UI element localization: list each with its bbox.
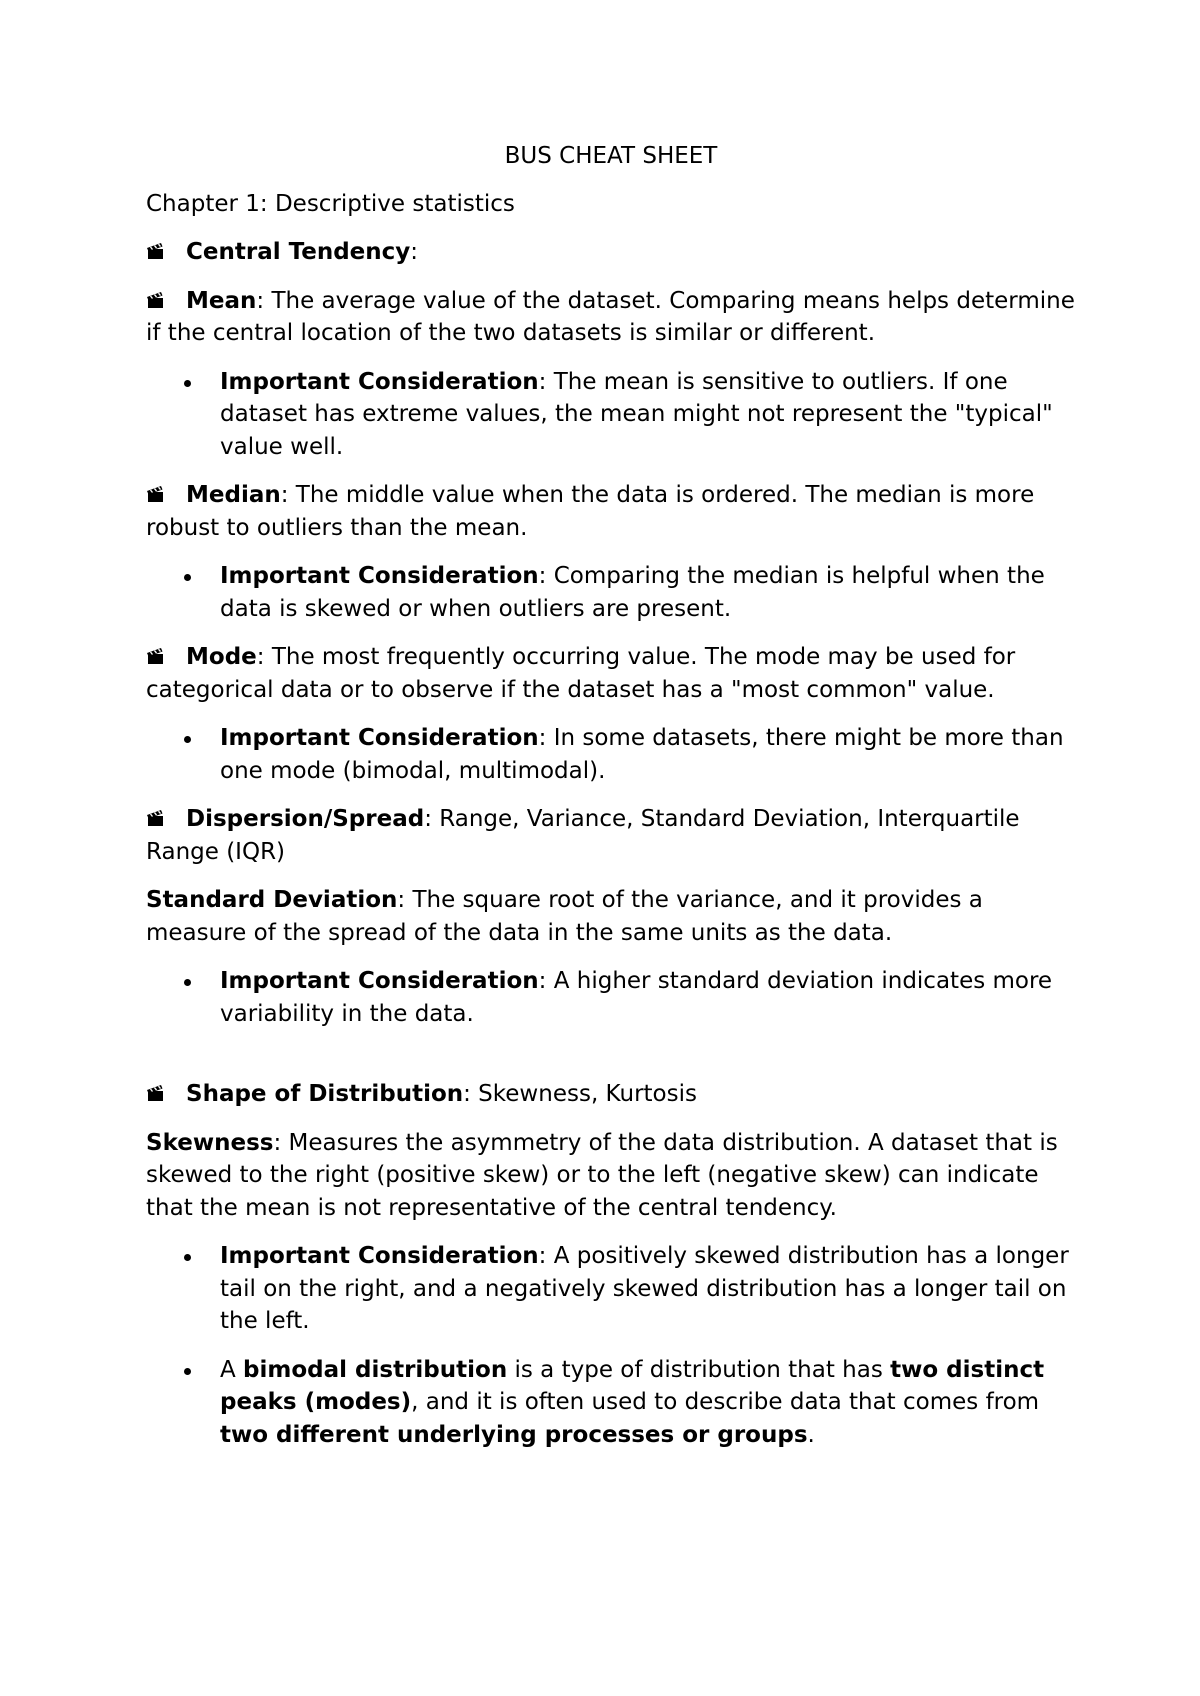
stddev-text: : The square root of the variance, and it provides a measure of the spread of the data in the same units as the data. [146,887,983,946]
shape-paragraph [146,1078,1076,1111]
consideration-text: : In some datasets, there might be more than one mode (bimodal, multimodal). [220,725,1064,784]
central-tendency-label: Central Tendency [186,239,411,265]
skewness-text: : Measures the asymmetry of the data distribution. A dataset that is skewed to the right (positive skew) or to the left (negative skew) can indicate that the mean is not representative of the central tendency. [146,1129,1058,1221]
consideration-text: : A positively skewed distribution has a longer tail on the right, and a negatively skewed distribution has a longer tail on the left. [220,1243,1069,1334]
dispersion-paragraph [146,803,1076,868]
bimodal-text-1: A [220,1356,244,1383]
chapter-heading: Chapter 1: Descriptive statistics [146,190,515,217]
clapperboard-icon [146,484,166,504]
consideration-label: Important Consideration [220,563,539,589]
document-page [146,140,1076,1467]
bullet-dot [184,979,191,986]
stddev-consideration [146,965,1076,1030]
skewness-label: Skewness [146,1129,274,1156]
bullet-dot [184,380,191,387]
bimodal-text-2: is a type of distribution that has [507,1356,891,1383]
clapperboard-icon [146,808,166,828]
bullet-dot [184,574,191,581]
bimodal-text-4: . [807,1421,815,1448]
dispersion-text: : Range, Variance, Standard Deviation, Interquartile Range (IQR) [146,806,1020,865]
clapperboard-icon [146,646,166,666]
bullet-dot [184,736,191,743]
central-tendency-sep: : [410,239,419,265]
bimodal-text-3: , and it is often used to describe data that comes from [411,1389,1040,1415]
mode-consideration [146,722,1076,787]
shape-text: : Skewness, Kurtosis [463,1081,697,1107]
clapperboard-icon [146,290,166,310]
consideration-label: Important Consideration [220,725,539,751]
mean-label: Mean [186,287,257,314]
consideration-text: : The mean is sensitive to outliers. If one dataset has extreme values, the mean might not represent the "typical" value well. [220,368,1053,460]
mode-label: Mode [186,644,257,670]
consideration-label: Important Consideration [220,968,539,994]
bimodal-bullet [146,1354,1076,1452]
mode-text: : The most frequently occurring value. The mode may be used for categorical data or to observe if the dataset has a "most common" value. [146,644,1016,703]
median-paragraph [146,479,1076,544]
bullet-dot [184,1254,191,1261]
blank-line [146,1046,1076,1078]
stddev-paragraph [146,884,1076,949]
mean-consideration [146,366,1076,464]
bimodal-bold-1: bimodal distribution [243,1356,508,1383]
mode-paragraph [146,641,1076,706]
mean-paragraph [146,285,1076,350]
dispersion-label: Dispersion/Spread [186,806,425,832]
bullet-dot [184,1368,191,1375]
bimodal-bold-2: two distinct peaks (modes) [220,1356,1045,1415]
consideration-label: Important Consideration [220,1243,539,1269]
consideration-label: Important Consideration [220,368,539,395]
document-title: BUS CHEAT SHEET [504,143,718,169]
bimodal-bold-3: two different underlying processes or groups [220,1421,808,1448]
skewness-consideration [146,1240,1076,1338]
consideration-text: : A higher standard deviation indicates more variability in the data. [220,968,1053,1027]
clapperboard-icon [146,1083,166,1103]
mean-text: : The average value of the dataset. Comparing means helps determine if the central location of the two datasets is similar or different. [146,287,1075,346]
median-text: : The middle value when the data is ordered. The median is more robust to outliers than the mean. [146,482,1035,541]
median-label: Median [186,482,281,508]
consideration-text: : Comparing the median is helpful when the data is skewed or when outliers are present. [220,563,1045,622]
stddev-label: Standard Deviation [146,887,398,913]
clapperboard-icon [146,241,166,261]
median-consideration [146,560,1076,625]
shape-label: Shape of Distribution [186,1081,464,1107]
skewness-paragraph [146,1127,1076,1225]
central-tendency-heading [146,236,1076,269]
